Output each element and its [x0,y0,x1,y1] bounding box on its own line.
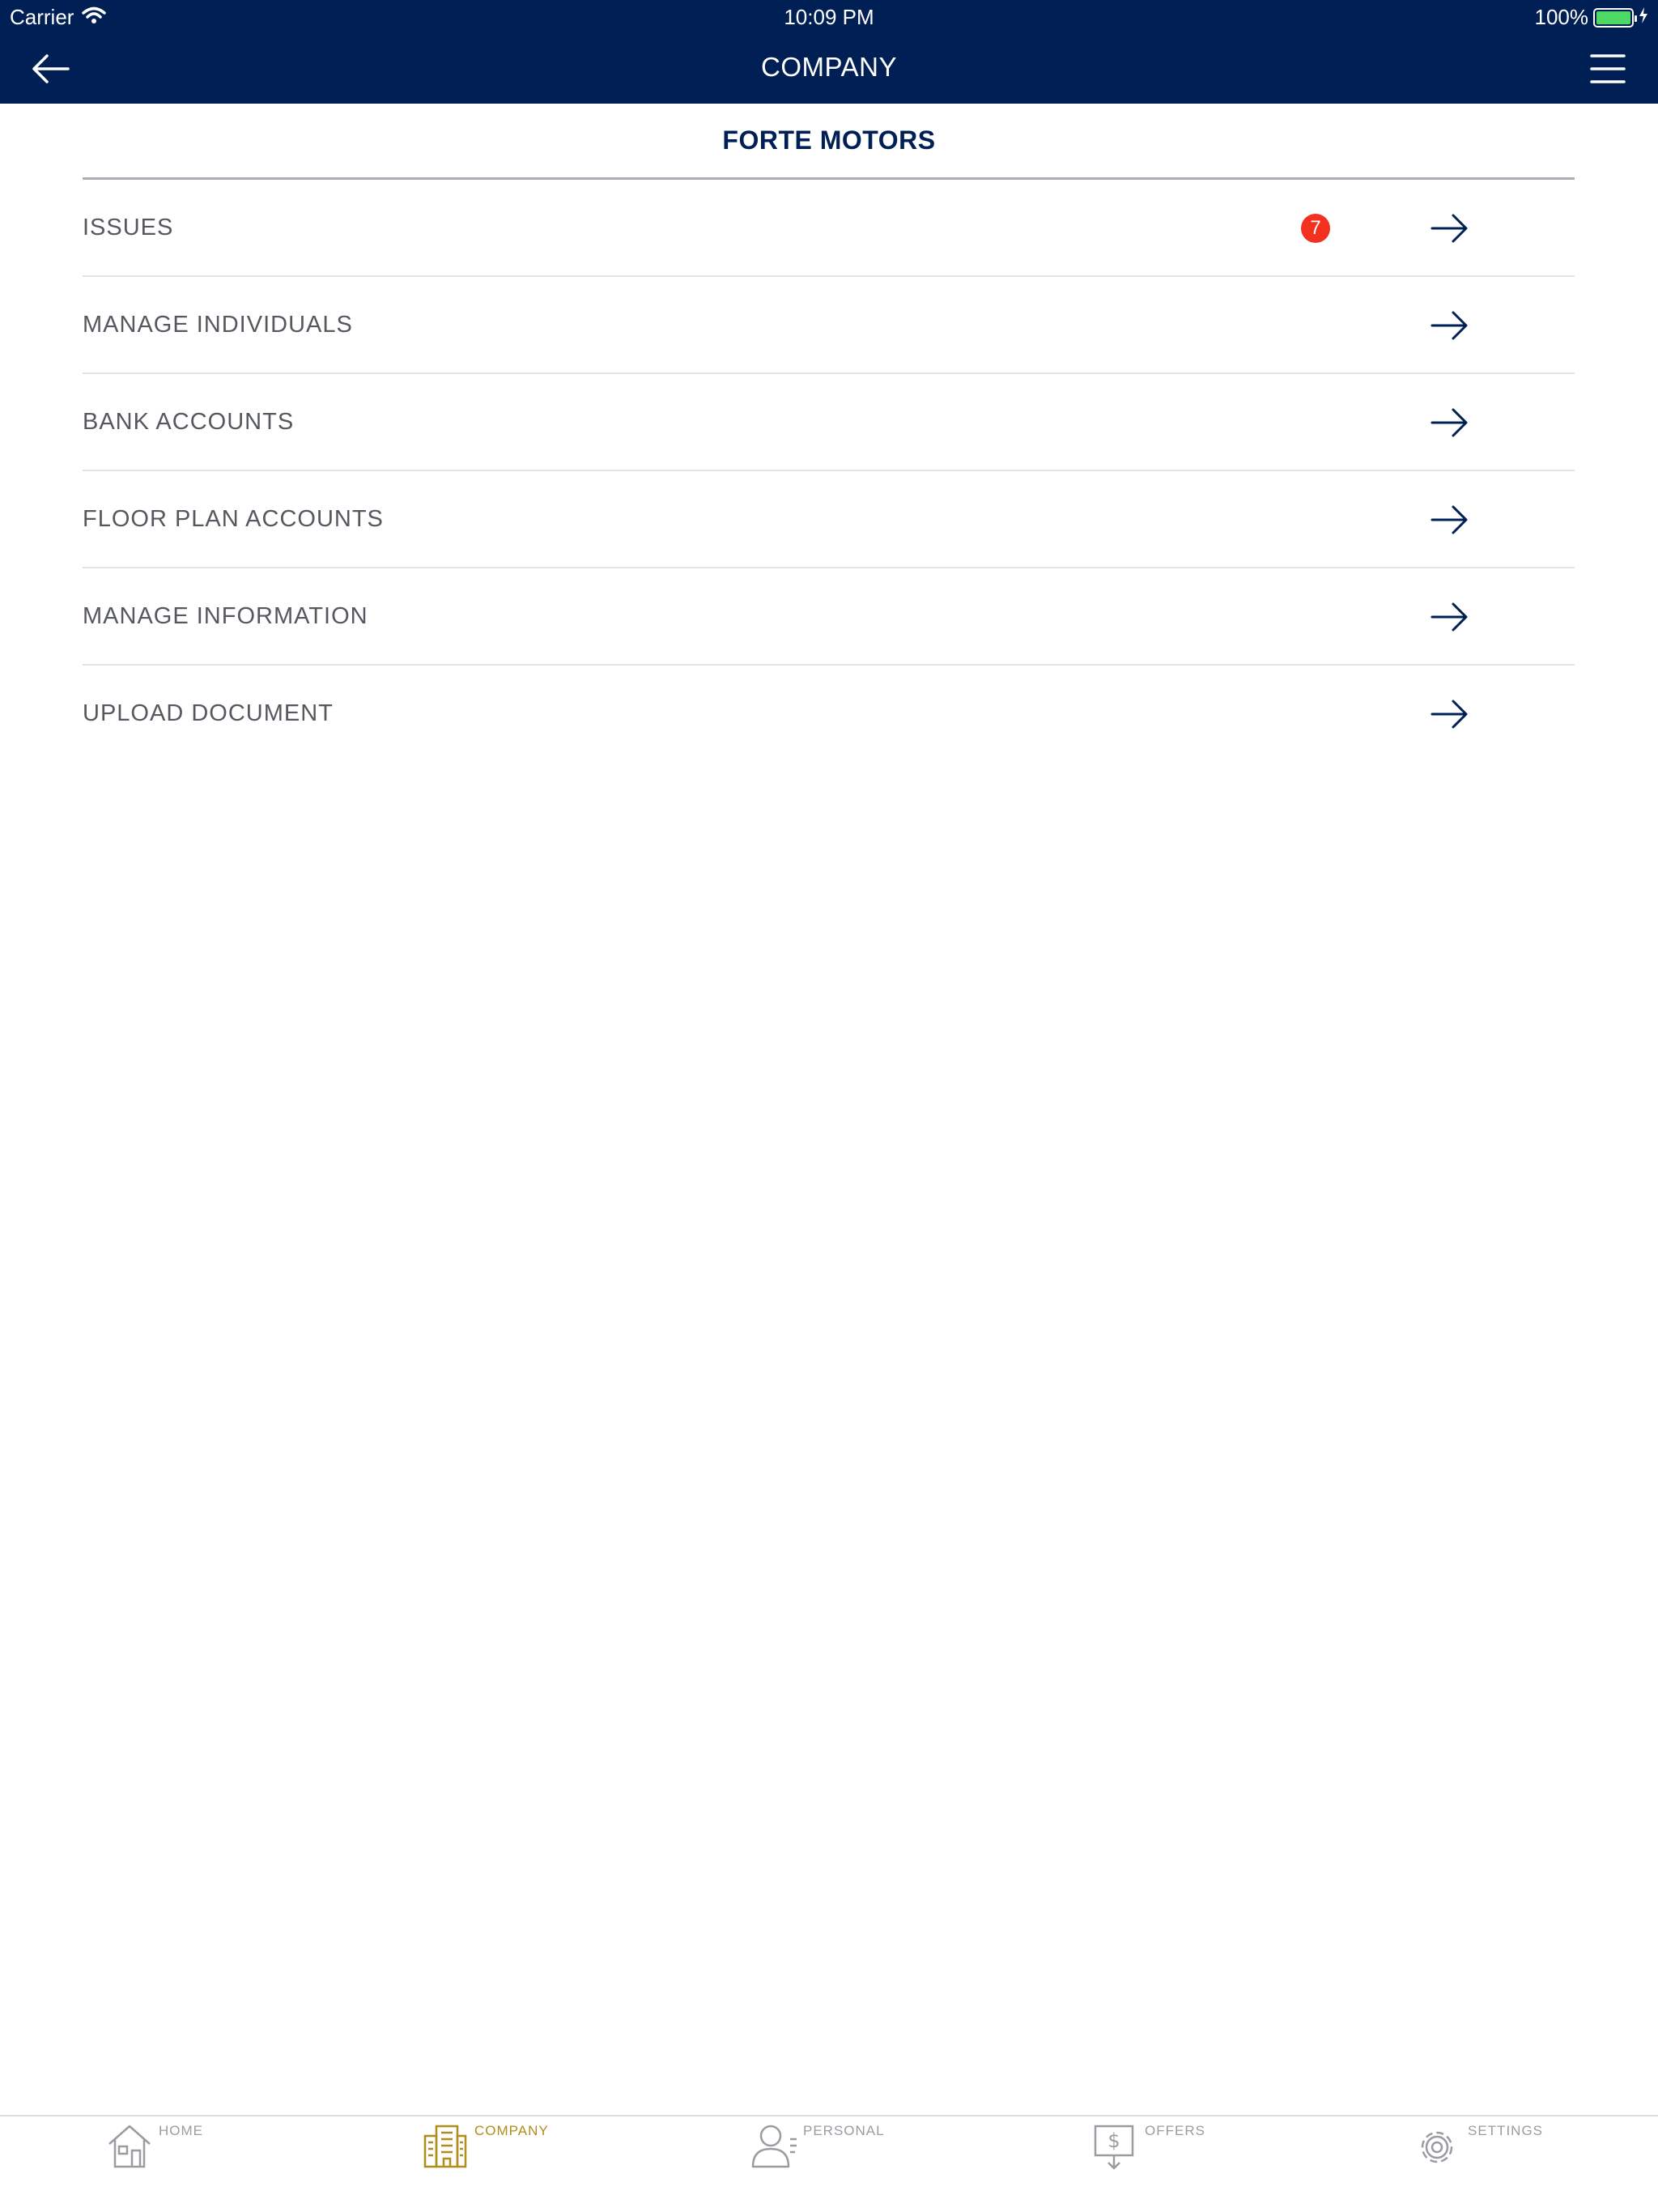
menu-item-label: MANAGE INDIVIDUALS [83,312,353,338]
header [0,0,1658,104]
menu-item-floor-plan-accounts[interactable] [83,471,1575,568]
menu-item-label: BANK ACCOUNTS [83,409,295,435]
tab-label: COMPANY [474,2123,549,2138]
issues-count-badge: 7 [1301,214,1330,243]
menu-button[interactable] [1587,50,1629,87]
tab-settings[interactable] [1414,2116,1657,2212]
person-icon [750,2121,798,2170]
status-time: 10:09 PM [784,5,874,29]
hamburger-menu-icon [1590,53,1626,84]
arrow-right-icon [1431,405,1469,440]
status-battery [1535,5,1649,30]
company-title: FORTE MOTORS [722,125,936,155]
battery-percent: 100% [1534,5,1588,29]
tab-label: OFFERS [1145,2123,1205,2138]
company-menu-list [83,180,1575,763]
home-icon [105,2121,154,2170]
menu-item-label: ISSUES [83,215,174,240]
menu-item-manage-individuals[interactable] [83,277,1575,374]
nav-title: COMPANY [761,52,897,82]
gear-icon [1414,2121,1463,2170]
menu-item-upload-document[interactable] [83,666,1575,763]
tab-offers[interactable] [1091,2116,1334,2212]
arrow-right-icon [1431,599,1469,635]
tab-label: SETTINGS [1468,2123,1544,2138]
dollar-sign-icon [1091,2121,1140,2170]
menu-item-label: FLOOR PLAN ACCOUNTS [83,506,384,532]
arrow-right-icon [1431,308,1469,343]
arrow-right-icon [1431,502,1469,538]
charging-icon [1639,5,1648,30]
arrow-right-icon [1431,211,1469,246]
menu-item-label: MANAGE INFORMATION [83,603,368,629]
menu-item-issues[interactable] [83,180,1575,277]
tab-company[interactable] [421,2116,664,2212]
menu-item-label: UPLOAD DOCUMENT [83,700,334,726]
tab-home[interactable] [105,2116,348,2212]
battery-icon [1593,8,1634,28]
building-icon [421,2121,470,2170]
carrier-label: Carrier [10,5,74,29]
arrow-right-icon [1431,696,1469,732]
tab-bar [0,2115,1658,2212]
tab-label: HOME [159,2123,203,2138]
svg-text:$: $ [1107,2129,1120,2152]
menu-item-bank-accounts[interactable] [83,374,1575,471]
tab-personal[interactable] [750,2116,993,2212]
tab-label: PERSONAL [803,2123,885,2138]
menu-item-manage-information[interactable] [83,568,1575,666]
